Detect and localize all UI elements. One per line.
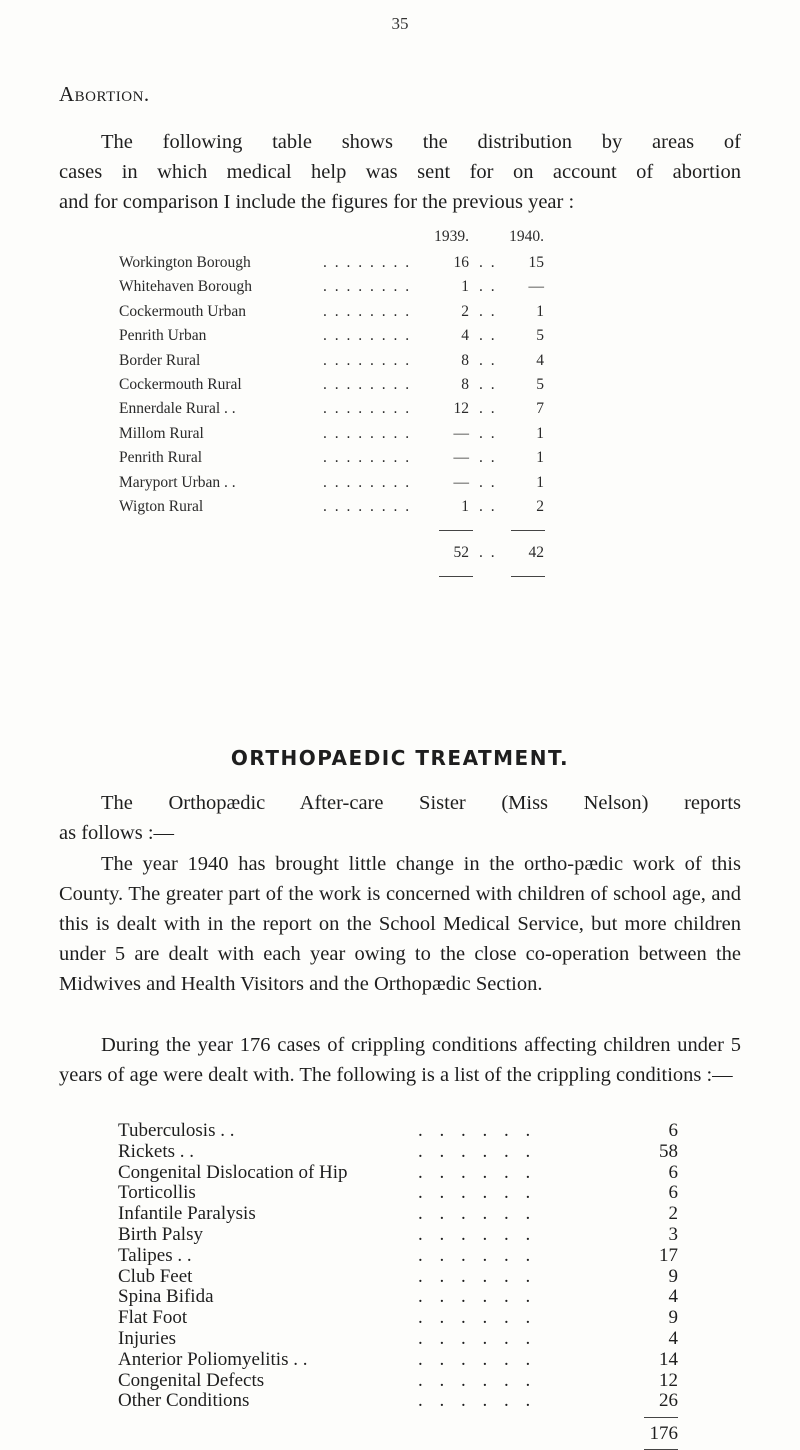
value-1939: 2 [461, 302, 469, 320]
list-item [118, 1307, 678, 1328]
area-name: Penrith Urban [119, 327, 207, 345]
leader-dots: . . [479, 498, 497, 515]
value-1940: 7 [536, 400, 544, 418]
leader-dots: . . . . . . . . [323, 449, 412, 467]
area-name: Ennerdale Rural . . [119, 400, 236, 418]
value-1939: 1 [461, 278, 469, 296]
leader-dots: . . . . . . [418, 1161, 537, 1183]
leader-dots: . . . . . . [418, 1224, 537, 1245]
para-rest: as follows :— [59, 822, 175, 844]
condition-name: Tuberculosis . . [118, 1120, 235, 1141]
page-number: 35 [391, 14, 409, 33]
table-row [59, 449, 779, 473]
condition-count: 12 [659, 1369, 678, 1391]
value-1940: 1 [536, 302, 544, 320]
area-name: Cockermouth Rural [119, 376, 242, 393]
value-1940: 4 [536, 351, 544, 369]
area-name: Border Rural [119, 351, 201, 369]
condition-name: Rickets . . [118, 1140, 194, 1162]
value-1940: 2 [536, 498, 544, 515]
condition-name: Talipes . . [118, 1244, 192, 1266]
list-item [118, 1286, 678, 1307]
area-name: Penrith Rural [119, 449, 203, 467]
condition-count: 9 [668, 1307, 678, 1329]
leader-dots: . . . . . . [418, 1390, 537, 1412]
leader-dots: . . . . . . . . [323, 302, 412, 320]
value-1939: 16 [453, 254, 469, 271]
list-item [118, 1162, 678, 1183]
value-1939: 1 [461, 498, 469, 515]
leader-dots: . . [479, 424, 497, 442]
value-1940: 15 [528, 254, 544, 271]
area-name: Cockermouth Urban [119, 302, 246, 320]
condition-count: 4 [668, 1286, 678, 1308]
leader-dots: . . [479, 254, 497, 271]
list-item [118, 1182, 678, 1203]
condition-name: Congenital Defects [118, 1369, 265, 1391]
value-1940: 1 [536, 449, 544, 467]
leader-dots: . . [479, 351, 497, 369]
condition-count: 26 [659, 1390, 678, 1412]
table-row [59, 400, 779, 424]
leader-dots: . . . . . . . . [323, 278, 412, 296]
list-item [118, 1349, 678, 1370]
para-lead: The Orthopædic After-care Sister (Miss Nelson) reports [101, 792, 741, 814]
value-1940: 1 [536, 424, 544, 442]
area-name: Wigton Rural [119, 498, 204, 515]
list-item [118, 1203, 678, 1224]
table-row [59, 425, 779, 449]
condition-name: Other Conditions [118, 1390, 250, 1412]
list-item [118, 1245, 678, 1266]
area-name: Maryport Urban . . [119, 473, 236, 491]
col-header-1940: 1940. [509, 228, 544, 245]
intro-line: The following table shows the distribution by areas of [101, 131, 741, 153]
table-row [59, 498, 779, 522]
orthopaedic-para-1 [59, 788, 741, 848]
list-item [118, 1266, 678, 1287]
leader-dots: . . . . . . . . [323, 327, 412, 345]
table-row [59, 327, 779, 351]
condition-count: 17 [659, 1244, 678, 1266]
leader-dots: . . . . . . [418, 1244, 537, 1266]
area-name: Workington Borough [119, 254, 251, 271]
rule-above-total [644, 1417, 678, 1418]
condition-name: Injuries [118, 1328, 177, 1349]
condition-name: Anterior Poliomyelitis . . [118, 1348, 308, 1370]
condition-count: 4 [668, 1328, 678, 1349]
orthopaedic-para-3: During the year 176 cases of crippling conditions affecting children under 5 years of age were dealt with. The following is a list of the crippling conditions :— [59, 1034, 741, 1086]
leader-dots: . . [479, 449, 497, 467]
rule-below-total [511, 576, 545, 577]
leader-dots: . . . . . . . . [323, 473, 412, 491]
table-row [59, 278, 779, 302]
total-1939: 52 [453, 544, 469, 562]
condition-name: Club Feet [118, 1265, 193, 1287]
leader-dots: . . . . . . . . [323, 424, 412, 442]
total-1940: 42 [528, 544, 544, 562]
leader-dots: . . . . . . . . [323, 254, 412, 271]
table-total-row [59, 544, 779, 568]
list-item [118, 1141, 678, 1162]
condition-count: 6 [668, 1120, 678, 1141]
condition-count: 14 [659, 1348, 678, 1370]
area-name: Millom Rural [119, 424, 204, 442]
value-1939: — [453, 473, 469, 491]
value-1940: 1 [536, 473, 544, 491]
table-row [59, 376, 779, 400]
intro-line: and for comparison I include the figures for the previous year : [59, 191, 575, 213]
value-1939: 12 [453, 400, 469, 418]
leader-dots: . . . . . . [418, 1265, 537, 1287]
area-name: Whitehaven Borough [119, 278, 253, 296]
condition-name: Spina Bifida [118, 1286, 214, 1308]
condition-count: 3 [668, 1224, 678, 1245]
table-row [59, 352, 779, 376]
abortion-table [59, 228, 779, 698]
leader-dots: . . [479, 278, 497, 296]
condition-name: Congenital Dislocation of Hip [118, 1161, 348, 1183]
value-1939: 8 [461, 376, 469, 393]
leader-dots: . . . . . . [418, 1286, 537, 1308]
condition-count: 58 [659, 1140, 678, 1162]
leader-dots: . . [479, 376, 497, 393]
section-heading-abortion: Abortion. [59, 82, 150, 106]
abortion-intro [59, 127, 741, 217]
leader-dots: . . . . . . . . [323, 400, 412, 418]
rule-above-total [511, 530, 545, 531]
value-1940: 5 [536, 376, 544, 393]
list-item [118, 1370, 678, 1391]
leader-dots: . . [479, 302, 497, 320]
list-item [118, 1224, 678, 1245]
condition-count: 9 [668, 1265, 678, 1287]
value-1939: — [453, 449, 469, 467]
rule-above-total [439, 530, 473, 531]
condition-name: Infantile Paralysis [118, 1203, 256, 1225]
leader-dots: . . . . . . [418, 1120, 537, 1141]
condition-name: Birth Palsy [118, 1224, 203, 1245]
leader-dots: . . . . . . [418, 1348, 537, 1370]
leader-dots: . . . . . . [418, 1203, 537, 1225]
table-row [59, 303, 779, 327]
crippling-conditions-list [118, 1120, 678, 1445]
value-1939: 8 [461, 351, 469, 369]
leader-dots: . . . . . . . . [323, 351, 412, 369]
condition-count: 6 [668, 1161, 678, 1183]
leader-dots: . . . . . . . . [323, 376, 412, 393]
value-1939: 4 [461, 327, 469, 345]
leader-dots: . . . . . . [418, 1140, 537, 1162]
rule-below-total [439, 576, 473, 577]
condition-name: Flat Foot [118, 1307, 188, 1329]
table-row [59, 474, 779, 498]
leader-dots: . . [479, 473, 497, 491]
leader-dots: . . [479, 327, 497, 345]
col-header-1939: 1939. [434, 228, 469, 245]
value-1940: — [528, 278, 544, 296]
leader-dots: . . [479, 544, 497, 562]
table-row [59, 254, 779, 278]
leader-dots: . . . . . . [418, 1369, 537, 1391]
list-total: 176 [649, 1423, 678, 1445]
list-item [118, 1390, 678, 1411]
intro-line: cases in which medical help was sent for on account of abortion [59, 161, 741, 183]
section-heading-orthopaedic: ORTHOPAEDIC TREATMENT. [230, 746, 570, 770]
leader-dots: . . . . . . [418, 1307, 537, 1329]
leader-dots: . . [479, 400, 497, 418]
condition-count: 6 [668, 1182, 678, 1204]
leader-dots: . . . . . . [418, 1182, 537, 1204]
list-item [118, 1120, 678, 1141]
table-header-row [59, 228, 779, 252]
condition-name: Torticollis [118, 1182, 196, 1204]
value-1940: 5 [536, 327, 544, 345]
leader-dots: . . . . . . . . [323, 498, 412, 515]
leader-dots: . . . . . . [418, 1328, 537, 1349]
condition-count: 2 [668, 1203, 678, 1225]
orthopaedic-para-2: The year 1940 has brought little change in the ortho-pædic work of this County. The greater part of the work is concerned with children of school age, and this is dealt with in the report on the School Medical Service, but more children under 5 are dealt with each year owing to the close co-operation between the Midwives and Health Visitors and the Orthopædic Section. [59, 853, 741, 995]
list-item [118, 1328, 678, 1349]
value-1939: — [453, 424, 469, 442]
